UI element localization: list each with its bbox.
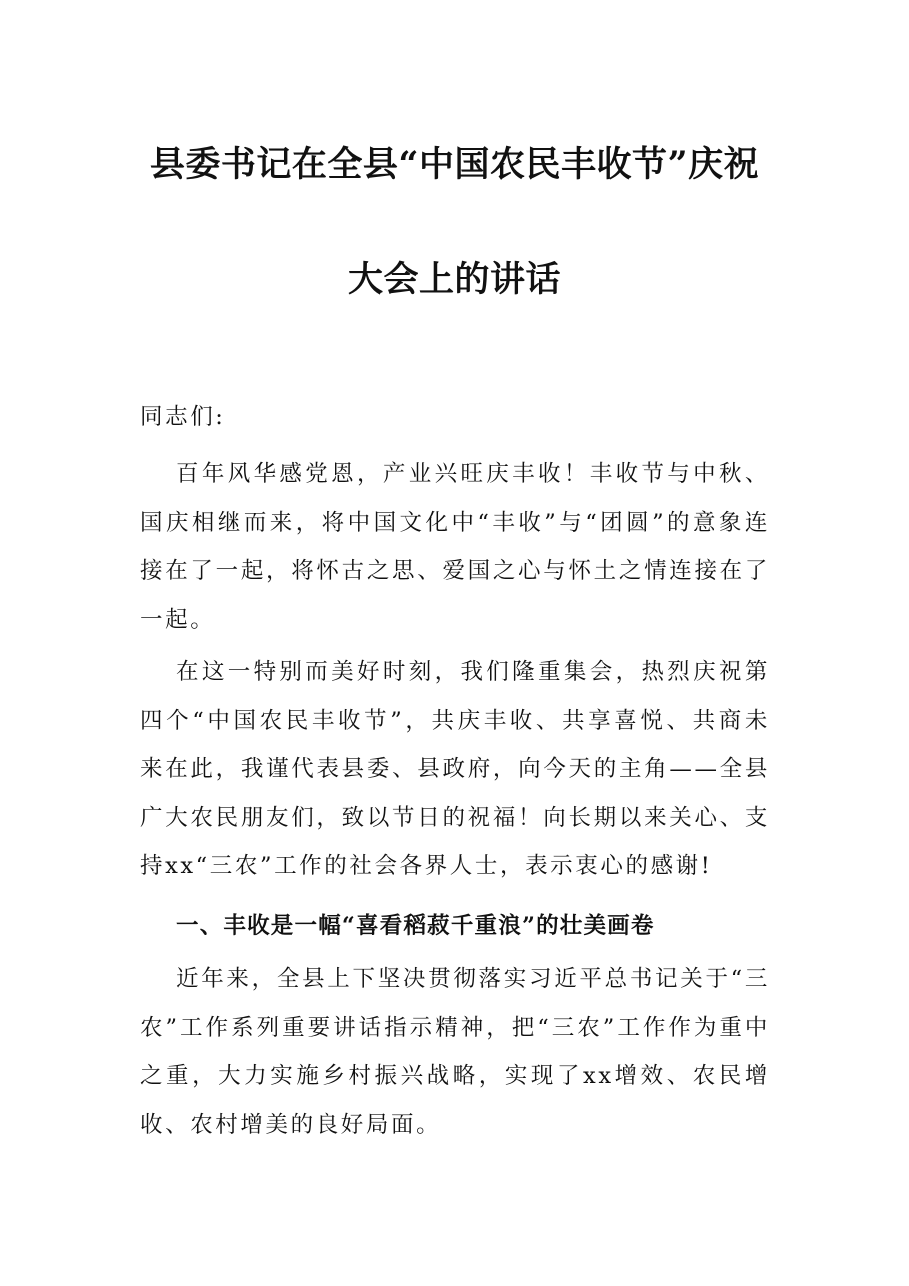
document-title-line-1: 县委书记在全县“中国农民丰收节”庆祝 xyxy=(149,144,760,185)
paragraph-2: 在这一特别而美好时刻，我们隆重集会，热烈庆祝第四个“中国农民丰收节”，共庆丰收、共享喜悦、共商未来在此，我谨代表县委、县政府，向今天的主角——全县广大农民朋友们，致以节日的祝福！向长期以来关心、支持xx“三农”工作的社会各界人士，表示衷心的感谢! xyxy=(140,659,770,879)
salutation: 同志们: xyxy=(140,404,226,430)
document-title-line-2: 大会上的讲话 xyxy=(347,259,561,300)
paragraph-1: 百年风华感党恩，产业兴旺庆丰收！丰收节与中秋、国庆相继而来，将中国文化中“丰收”与“团圆”的意象连接在了一起，将怀古之思、爱国之心与怀土之情连接在了一起。 xyxy=(140,461,770,633)
section-1-heading: 一、丰收是一幅“喜看稻菽千重浪”的壮美画卷 xyxy=(176,913,655,939)
paragraph-3: 近年来，全县上下坚决贯彻落实习近平总书记关于“三农”工作系列重要讲话指示精神，把“三农”工作作为重中之重，大力实施乡村振兴战略，实现了xx增效、农民增收、农村增美的良好局面。 xyxy=(140,966,770,1138)
